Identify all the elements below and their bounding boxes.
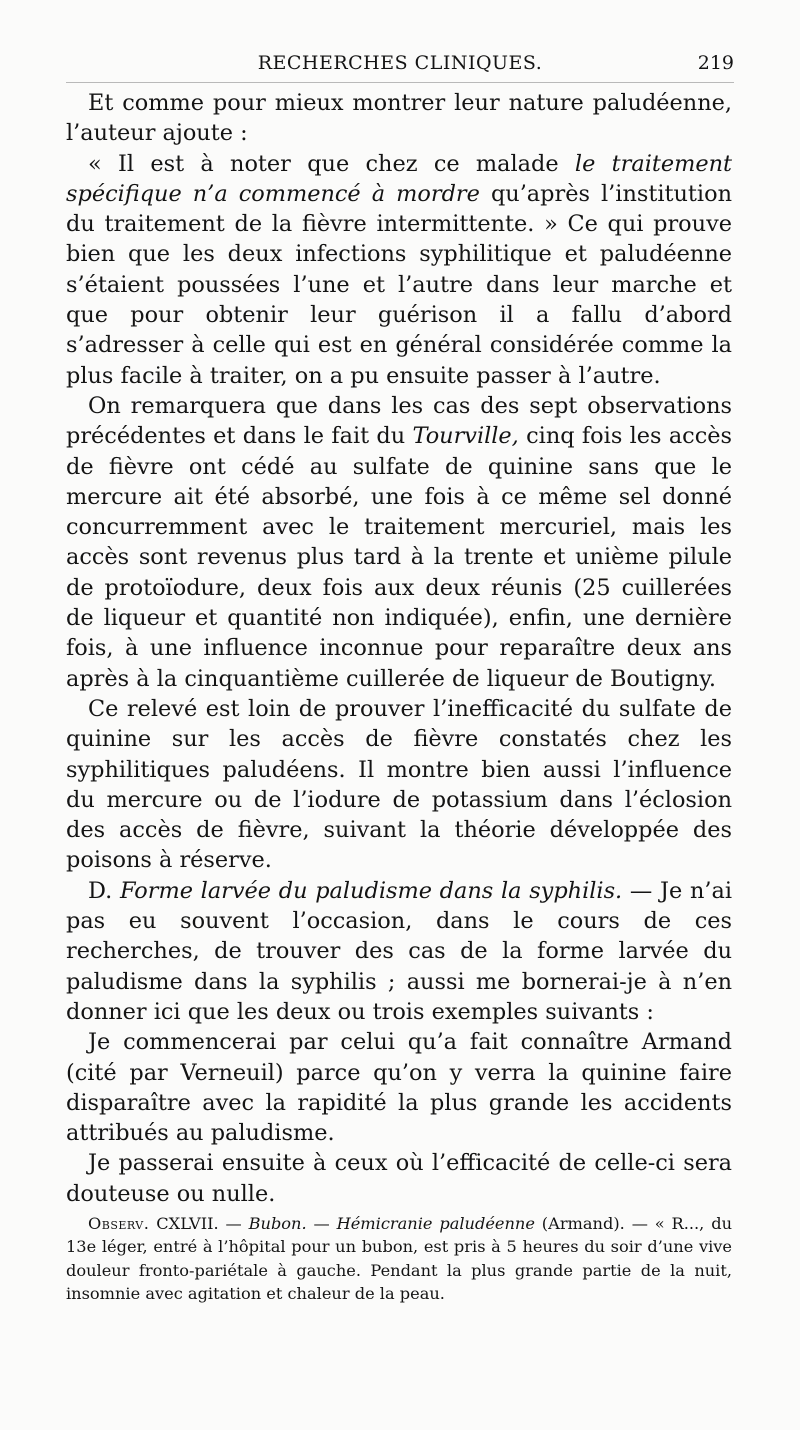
observation-note xyxy=(66,1212,732,1305)
paragraph xyxy=(66,88,732,149)
italic-text: Hémicranie paludéenne xyxy=(336,1214,535,1233)
text-run: — xyxy=(306,1214,337,1233)
page-number: 219 xyxy=(697,52,734,74)
page-header xyxy=(66,52,734,82)
paragraph xyxy=(66,876,732,1027)
italic-text: Bubon. xyxy=(248,1214,307,1233)
note-paragraph xyxy=(66,1212,732,1305)
text-run: On remarquera que dans les cas des sept observations précédentes et dans le fait du xyxy=(66,392,732,450)
text-run: D. xyxy=(88,877,120,904)
text-run: « Il est à noter que chez ce malade xyxy=(88,150,575,177)
text-run: (Armand). — « R..., du 13e léger, entré à l’hôpital pour un bubon, est pris à 5 heures du soir d’une vive douleur fronto-pariétale à gauche. Pendant la plus grande partie de la nuit, insomnie avec agitation et chaleur de la peau. xyxy=(66,1214,732,1303)
text-run: CXLVII. — xyxy=(149,1214,249,1233)
italic-text: Tourville, xyxy=(412,423,519,450)
text-run: Ce relevé est loin de prouver l’inefficacité du sulfate de quinine sur les accès de fièvre constatés chez les syphilitiques paludéens. Il montre bien aussi l’influence du mercure ou de l’iodure de potassium dans l’éclosion des accès de fièvre, suivant la théorie développée des poisons à réserve. xyxy=(66,695,732,874)
italic-text: Forme larvée du paludisme dans la syphilis. xyxy=(119,877,623,904)
running-title: RECHERCHES CLINIQUES. xyxy=(257,52,543,74)
italic-text: le traitement spécifique n’a commencé à mordre xyxy=(66,150,733,207)
header-rule xyxy=(66,82,734,83)
text-run: Et comme pour mieux montrer leur nature paludéenne, l’auteur ajoute : xyxy=(66,90,732,147)
paragraph xyxy=(66,1148,732,1209)
paragraph xyxy=(66,391,732,694)
paragraph xyxy=(66,1027,732,1148)
paragraph xyxy=(66,149,732,391)
text-run: Je passerai ensuite à ceux où l’efficacité de celle-ci sera douteuse ou nulle. xyxy=(66,1150,732,1207)
small-caps-text: Observ. xyxy=(88,1214,150,1233)
text-run: Je commencerai par celui qu’a fait connaître Armand (cité par Verneuil) parce qu’on y verra la quinine faire disparaître avec la rapidité la plus grande les accidents attribués au paludisme. xyxy=(66,1029,732,1147)
paragraph xyxy=(66,694,732,876)
text-run: qu’après l’institution du traitement de la fièvre intermittente. » Ce qui prouve bien que les deux infections syphilitique et paludéenne s’étaient poussées l’une et l’autre dans leur marche et que pour obtenir leur guérison il a fallu d’abord s’adresser à celle qui est en général considérée comme la plus facile à traiter, on a pu ensuite passer à l’autre. xyxy=(66,180,732,389)
body-text xyxy=(66,88,732,1209)
text-run: cinq fois les accès de fièvre ont cédé au sulfate de quinine sans que le mercure ait été absorbé, une fois à ce même sel donné concurremment avec le traitement mercuriel, mais les accès sont revenus plus tard à la trente et unième pilule de protoïodure, deux fois aux deux réunis (25 cuillerées de liqueur et quantité non indiquée), enfin, une dernière fois, à une influence inconnue pour reparaître deux ans après à la cinquantième cuillerée de liqueur de Boutigny. xyxy=(66,423,733,692)
text-run: — Je n’ai pas eu souvent l’occasion, dans le cours de ces recherches, de trouver des cas de la forme larvée du paludisme dans la syphilis ; aussi me bornerai-je à n’en donner ici que les deux ou trois exemples suivants : xyxy=(66,877,732,1025)
